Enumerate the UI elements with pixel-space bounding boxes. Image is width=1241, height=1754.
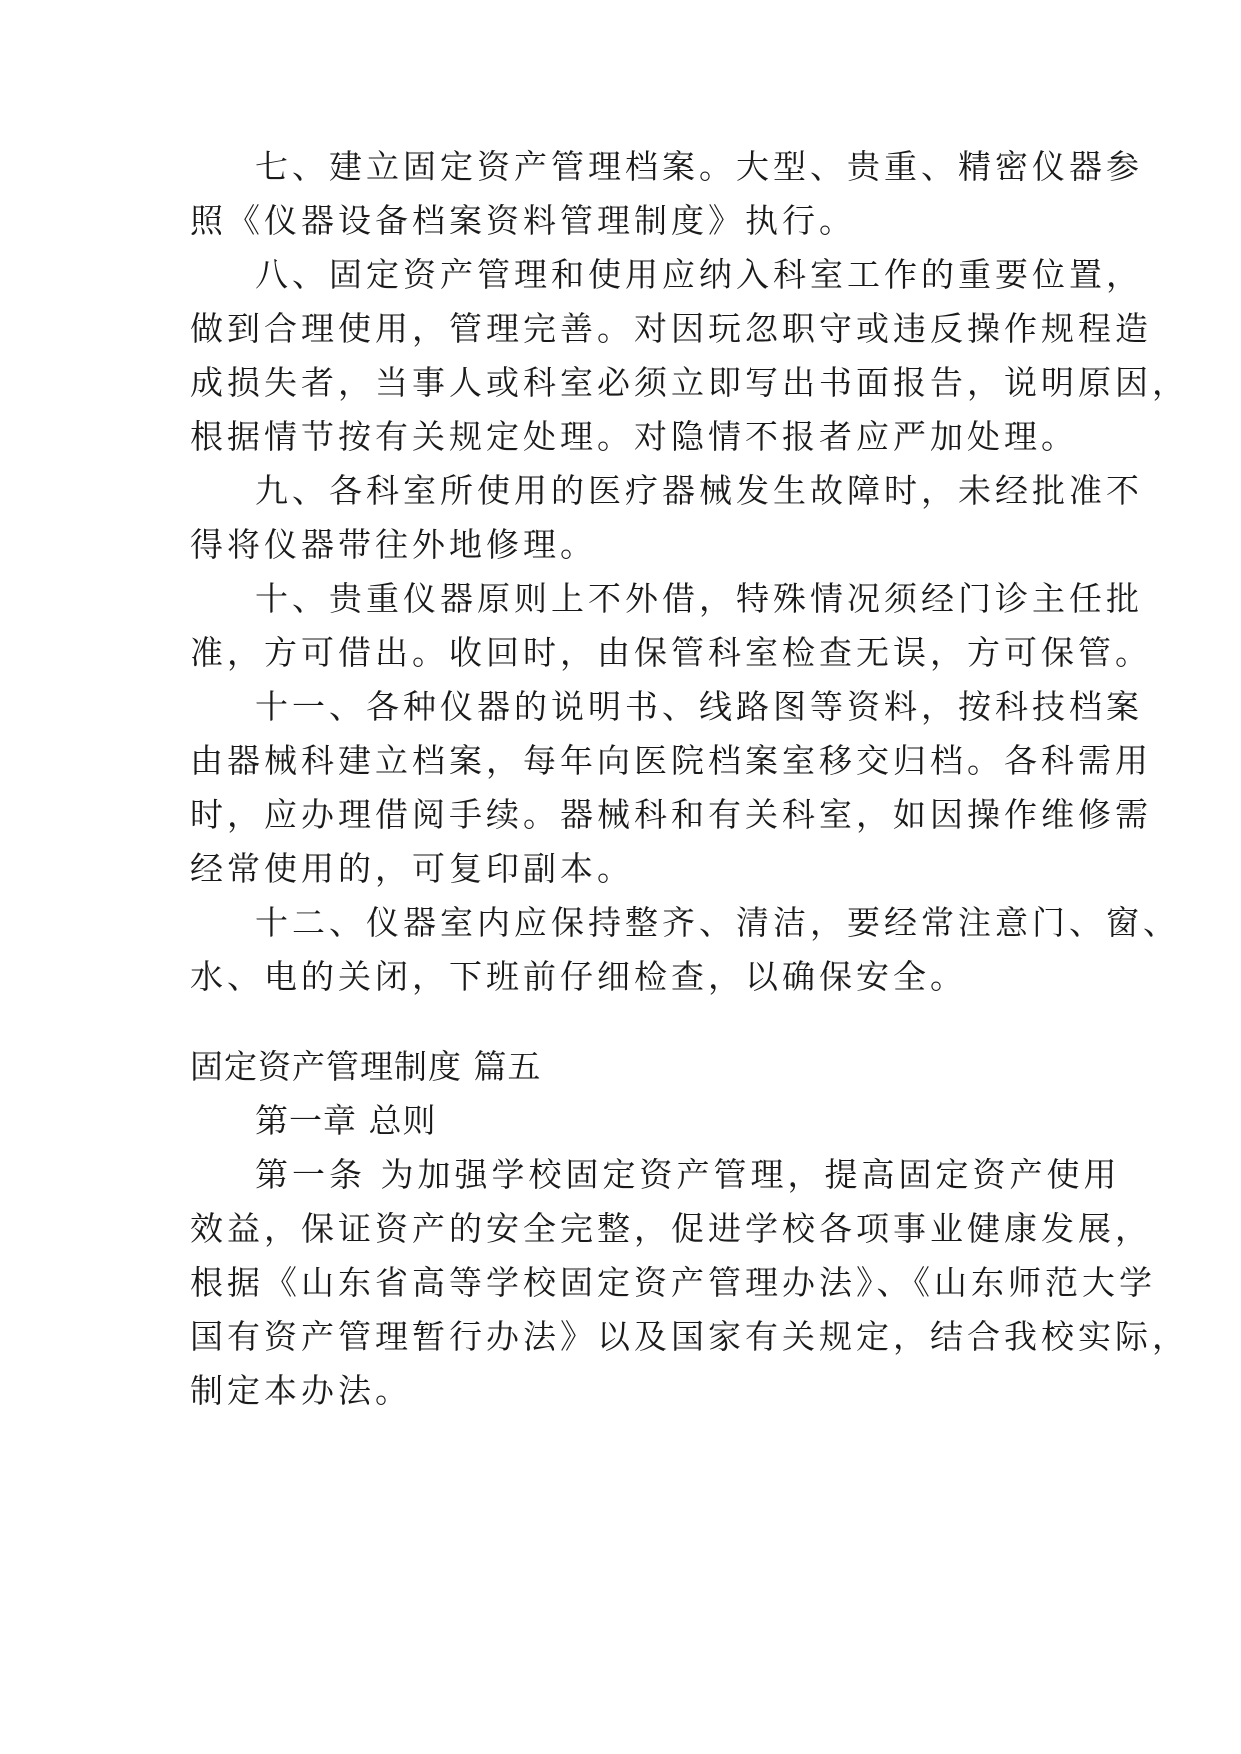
paragraph-line: 九、各科室所使用的医疗器械发生故障时，未经批准不 — [255, 471, 1143, 510]
paragraph-line: 照《仪器设备档案资料管理制度》执行。 — [190, 201, 856, 240]
paragraph-line: 七、建立固定资产管理档案。大型、贵重、精密仪器参 — [255, 147, 1143, 186]
paragraph-line: 成损失者，当事人或科室必须立即写出书面报告，说明原因， — [190, 363, 1189, 402]
paragraph-line: 准，方可借出。收回时，由保管科室检查无误，方可保管。 — [190, 633, 1152, 672]
paragraph-line: 十一、各种仪器的说明书、线路图等资料，按科技档案 — [255, 687, 1143, 726]
paragraph-line: 得将仪器带往外地修理。 — [190, 525, 597, 564]
paragraph-line: 十二、仪器室内应保持整齐、清洁，要经常注意门、窗、 — [255, 903, 1180, 942]
paragraph-line: 国有资产管理暂行办法》以及国家有关规定，结合我校实际， — [190, 1317, 1189, 1356]
paragraph-line: 制定本办法。 — [190, 1371, 412, 1410]
paragraph-line: 八、固定资产管理和使用应纳入科室工作的重要位置， — [255, 255, 1143, 294]
paragraph-line: 根据《山东省高等学校固定资产管理办法》、《山东师范大学 — [190, 1263, 1156, 1302]
section-title: 固定资产管理制度 篇五 — [190, 1047, 542, 1086]
paragraph-line: 效益，保证资产的安全完整，促进学校各项事业健康发展， — [190, 1209, 1152, 1248]
chapter-title: 第一章 总则 — [255, 1101, 437, 1140]
paragraph-line: 十、贵重仪器原则上不外借，特殊情况须经门诊主任批 — [255, 579, 1143, 618]
paragraph-line: 经常使用的，可复印副本。 — [190, 849, 634, 888]
paragraph-line: 由器械科建立档案，每年向医院档案室移交归档。各科需用 — [190, 741, 1152, 780]
paragraph-line: 时，应办理借阅手续。器械科和有关科室，如因操作维修需 — [190, 795, 1152, 834]
paragraph-line: 水、电的关闭，下班前仔细检查，以确保安全。 — [190, 957, 967, 996]
paragraph-line: 做到合理使用，管理完善。对因玩忽职守或违反操作规程造 — [190, 309, 1152, 348]
paragraph-line: 第一条 为加强学校固定资产管理，提高固定资产使用 — [255, 1155, 1121, 1194]
paragraph-line: 根据情节按有关规定处理。对隐情不报者应严加处理。 — [190, 417, 1078, 456]
